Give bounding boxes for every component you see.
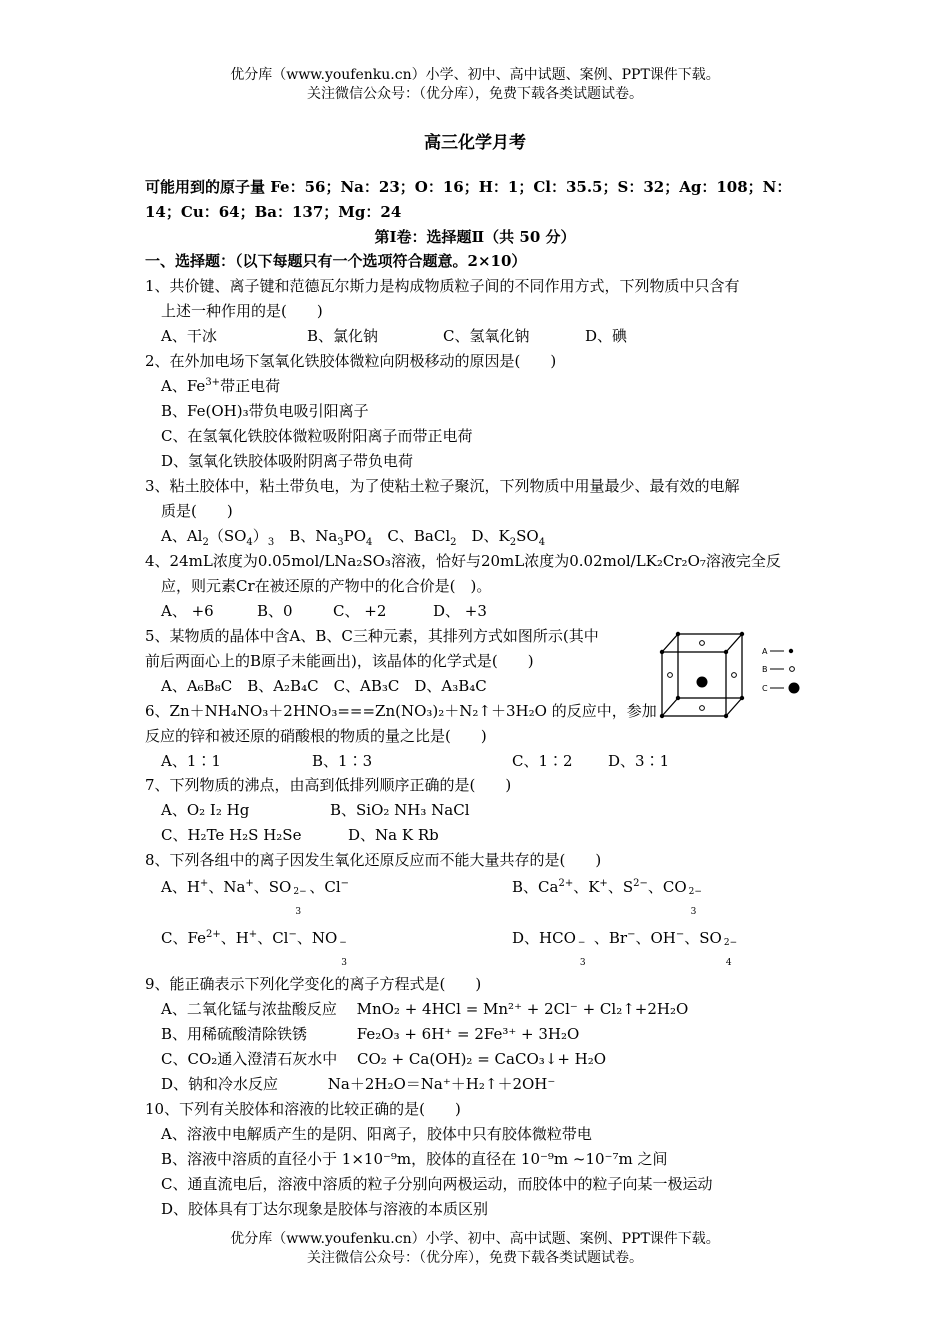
q4-stem-1: 4、24mL浓度为0.05mol/LNa₂SO₃溶液，恰好与20mL浓度为0.02mol/LK₂Cr₂O₇溶液完全反 <box>145 552 781 570</box>
atomic-mass-line-1: 可能用到的原子量 Fe：56；Na：23；O：16；H：1；Cl：35.5；S：32；Ag：108；N： <box>145 178 792 196</box>
q10-stem: 10、下列有关胶体和溶液的比较正确的是( ) <box>145 1100 461 1118</box>
q1-option-c: C、氢氧化钠 <box>443 327 530 345</box>
page-title: 高三化学月考 <box>424 133 526 153</box>
q1-option-d: D、碘 <box>585 327 628 345</box>
q8-option-a: A、H+、Na+、SO 2− 3 、Cl− <box>161 878 350 917</box>
footer-line-2: 关注微信公众号：（优分库），免费下载各类试题试卷。 <box>307 1250 643 1266</box>
q3-stem-2: 质是( ) <box>161 502 233 520</box>
header-line-2: 关注微信公众号：（优分库），免费下载各类试题试卷。 <box>307 86 643 102</box>
q6-stem-1: 6、Zn＋NH₄NO₃＋2HNO₃===Zn(NO₃)₂＋N₂↑＋3H₂O 的反应中，参加 <box>145 702 657 720</box>
q8-stem: 8、下列各组中的离子因发生氧化还原反应而不能大量共存的是( ) <box>145 851 602 869</box>
q7-option-c: C、H₂Te H₂S H₂Se <box>161 826 302 844</box>
q8-option-b: B、$Ca^{2+}$、K+、$S^{2-}$、CO 2− 3 <box>512 878 702 917</box>
q4-stem-2: 应，则元素Cr在被还原的产物中的化合价是( )。 <box>161 577 492 595</box>
q7-stem: 7、下列物质的沸点，由高到低排列顺序正确的是( ) <box>145 776 512 794</box>
q2-option-c: C、在氢氧化铁胶体微粒吸附阳离子而带正电荷 <box>161 427 473 445</box>
cube-back-face <box>678 634 742 698</box>
q4-option-a: A、 +6 <box>161 602 214 620</box>
q6-option-a: A、1∶1 <box>161 752 221 770</box>
q5-stem-2: 前后两面心上的B原子未能画出)，该晶体的化学式是( ) <box>145 652 534 670</box>
q8-option-d: D、HCO − 3 、Br−、OH−、SO 2− 4 <box>512 929 738 968</box>
q10-option-b: B、溶液中溶质的直径小于 1×10⁻⁹m，胶体的直径在 10⁻⁹m ~10⁻⁷m 之间 <box>161 1150 668 1168</box>
atomic-mass-line-2: 14；Cu：64；Ba：137；Mg：24 <box>145 203 402 221</box>
cube-center-atom-c <box>697 677 708 688</box>
q5-options: A、A₆B₈C B、A₂B₄C C、AB₃C D、A₃B₄C <box>161 677 487 695</box>
q10-option-c: C、通直流电后，溶液中溶质的粒子分别向两极运动，而胶体中的粒子向某一极运动 <box>161 1175 713 1193</box>
header-line-1: 优分库（www.youfenku.cn）小学、初中、高中试题、案例、PPT课件下载。 <box>230 67 720 83</box>
legend-a-label: A <box>762 647 768 656</box>
q4-option-c: C、 +2 <box>333 602 387 620</box>
q6-option-d: D、3∶1 <box>608 752 670 770</box>
section-heading: 第Ⅰ卷：选择题Ⅱ（共 50 分） <box>374 228 576 246</box>
q7-option-a: A、O₂ I₂ Hg <box>161 801 250 819</box>
q9-stem: 9、能正确表示下列化学变化的离子方程式是( ) <box>145 975 482 993</box>
q10-option-a: A、溶液中电解质产生的是阴、阳离子，胶体中只有胶体微粒带电 <box>161 1125 592 1143</box>
q1-stem-1: 1、共价键、离子键和范德瓦尔斯力是构成物质粒子间的不同作用方式，下列物质中只含有 <box>145 277 740 295</box>
part-heading: 一、选择题：（以下每题只有一个选项符合题意。2×10） <box>145 252 527 270</box>
legend-b-label: B <box>762 665 768 674</box>
q7-option-d: D、Na K Rb <box>348 826 439 844</box>
q9-option-c: C、CO₂通入澄清石灰水中 CO₂ + Ca(OH)₂ = CaCO₃↓+ H₂O <box>161 1050 607 1068</box>
q6-option-c: C、1∶2 <box>512 752 573 770</box>
q9-option-a: A、二氧化锰与浓盐酸反应 MnO₂ + 4HCl = Mn²⁺ + 2Cl⁻ + Cl₂↑+2H₂O <box>161 1000 689 1018</box>
q7-option-b: B、SiO₂ NH₃ NaCl <box>330 801 470 819</box>
q4-option-b: B、0 <box>257 602 293 620</box>
q1-option-b: B、氯化钠 <box>307 327 379 345</box>
q2-option-b: B、Fe(OH)₃带负电吸引阳离子 <box>161 402 369 420</box>
q3-stem-1: 3、粘土胶体中，粘土带负电，为了使粘土粒子聚沉，下列物质中用量最少、最有效的电解 <box>145 477 740 495</box>
q9-option-d: D、钠和冷水反应 Na＋2H₂O＝Na⁺＋H₂↑＋2OH⁻ <box>161 1075 556 1093</box>
q6-option-b: B、1∶3 <box>312 752 373 770</box>
q6-stem-2: 反应的锌和被还原的硝酸根的物质的量之比是( ) <box>145 727 487 745</box>
legend-c-label: C <box>762 684 768 693</box>
footer-line-1: 优分库（www.youfenku.cn）小学、初中、高中试题、案例、PPT课件下载。 <box>230 1231 720 1247</box>
q10-option-d: D、胶体具有丁达尔现象是胶体与溶液的本质区别 <box>161 1200 489 1218</box>
q2-stem: 2、在外加电场下氢氧化铁胶体微粒向阴极移动的原因是( ) <box>145 352 557 370</box>
q4-option-d: D、 +3 <box>433 602 487 620</box>
q9-option-b: B、用稀硫酸清除铁锈 Fe₂O₃ + 6H⁺ = 2Fe³⁺ + 3H₂O <box>161 1025 580 1043</box>
q2-option-a: A、$Fe^{3+}$带正电荷 <box>161 377 281 395</box>
q1-stem-2: 上述一种作用的是( ) <box>161 302 323 320</box>
q2-option-d: D、氢氧化铁胶体吸附阴离子带负电荷 <box>161 452 414 470</box>
crystal-cube-figure <box>658 628 808 720</box>
cube-front-face <box>662 652 726 716</box>
q8-option-c: C、$Fe^{2+}$、H+、Cl−、NO − 3 <box>161 929 348 968</box>
q5-stem-1: 5、某物质的晶体中含A、B、C三种元素，其排列方式如图所示(其中 <box>145 627 599 645</box>
q3-options: A、$Al_2(SO_4)_3$ B、$Na_3PO_4$ C、BaCl$_2$ D、$K_2SO_4$ <box>161 527 546 548</box>
q1-option-a: A、干冰 <box>161 327 217 345</box>
